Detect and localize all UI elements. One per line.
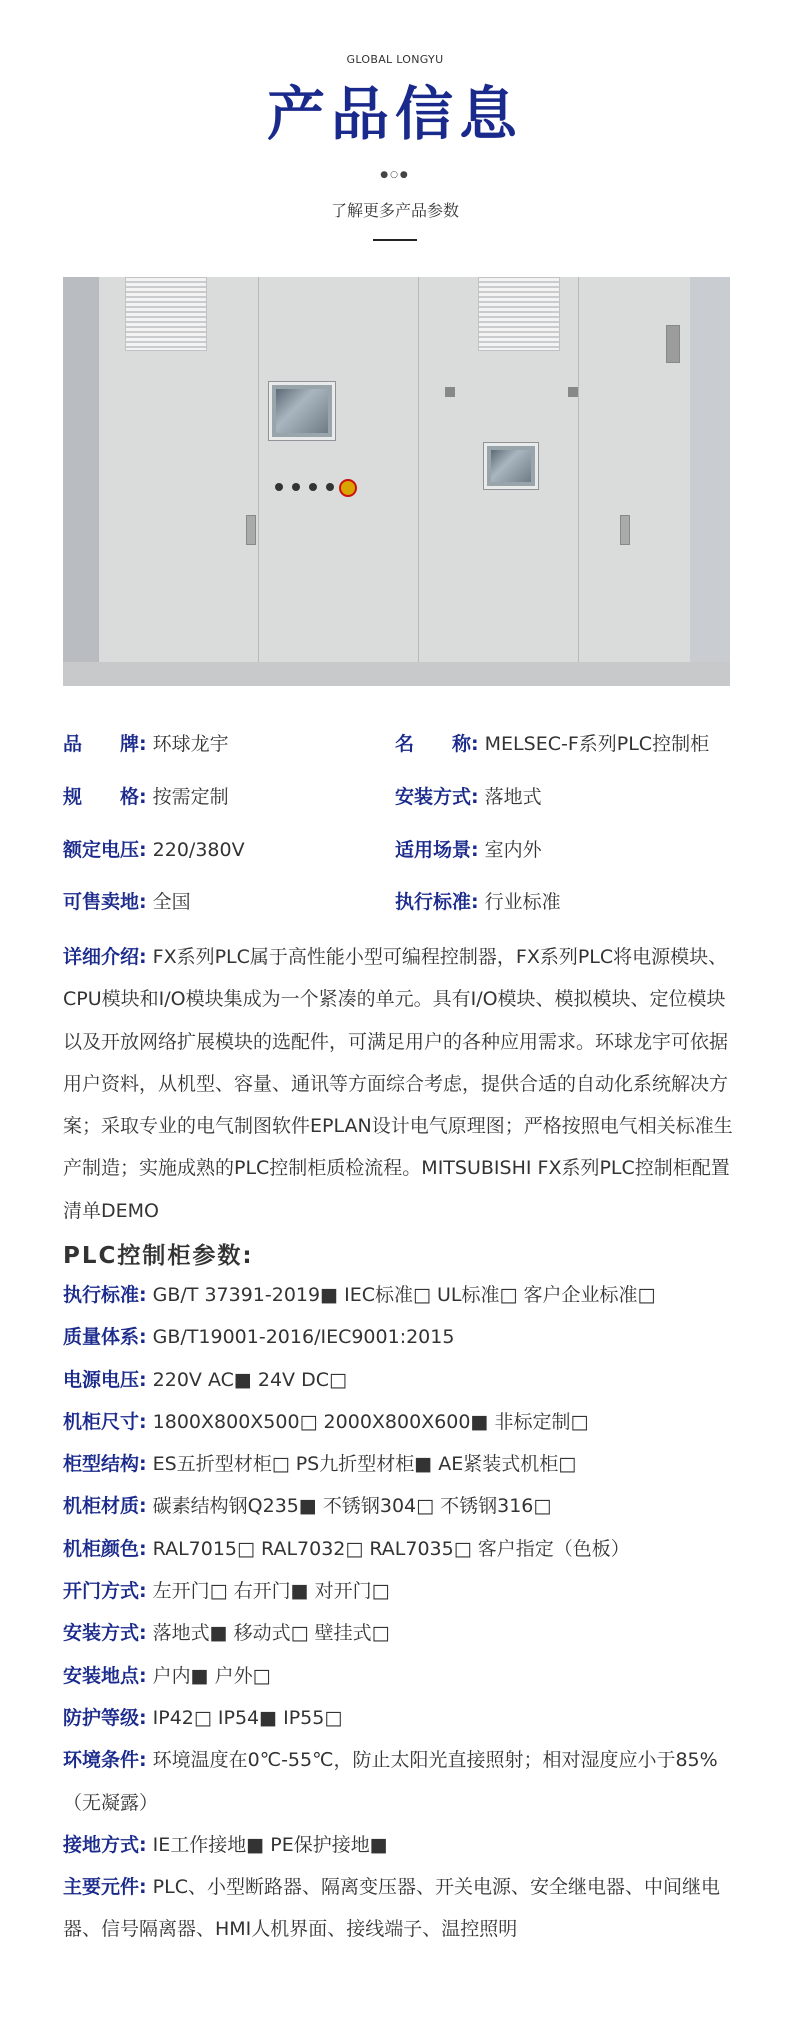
detail-label: 详细介绍: — [63, 946, 147, 968]
info-value: 环球龙宇 — [152, 733, 229, 755]
param-value: 落地式■ 移动式□ 壁挂式□ — [146, 1622, 390, 1645]
info-brand — [63, 731, 229, 757]
param-value: 左开门□ 右开门■ 对开门□ — [146, 1580, 390, 1603]
param-label: 质量体系: — [63, 1326, 147, 1349]
param-label: 环境条件: — [63, 1749, 147, 1772]
detail-intro — [63, 936, 733, 1232]
param-label: 主要元件: — [63, 1876, 147, 1899]
cabinet-panel-2 — [258, 277, 419, 686]
param-label: 安装地点: — [63, 1664, 147, 1687]
param-label: 执行标准: — [63, 1284, 147, 1306]
photo-background-right — [690, 277, 730, 686]
param-value: RAL7015□ RAL7032□ RAL7035□ 客户指定（色板） — [146, 1537, 630, 1560]
info-label: 名 称: — [395, 733, 479, 755]
info-scene — [395, 837, 542, 863]
vent-grille — [478, 277, 560, 351]
product-photo — [63, 277, 730, 686]
decorative-dots-icon: ●○● — [380, 170, 410, 180]
info-label: 规 格: — [63, 786, 147, 808]
info-standard — [395, 889, 561, 915]
vent-grille — [125, 277, 207, 351]
info-name — [395, 731, 709, 757]
param-label: 防护等级: — [63, 1706, 147, 1729]
info-label: 安装方式: — [395, 786, 479, 808]
param-row — [63, 1316, 731, 1358]
page-title: 产品信息 — [266, 80, 523, 148]
param-row — [63, 1443, 731, 1485]
info-spec — [63, 784, 229, 810]
param-label: 机柜尺寸: — [63, 1410, 147, 1433]
param-value: 1800X800X500□ 2000X800X600■ 非标定制□ — [146, 1410, 589, 1433]
param-row — [63, 1824, 731, 1866]
panel-switch — [445, 387, 455, 397]
params-heading: PLC控制柜参数: — [63, 1243, 254, 1269]
info-value: 按需定制 — [152, 786, 229, 808]
indicator-light — [292, 483, 300, 491]
param-label: 机柜材质: — [63, 1495, 147, 1518]
info-value: 室内外 — [484, 839, 542, 861]
param-row — [63, 1612, 731, 1654]
panel-switch — [568, 387, 578, 397]
indicator-light — [275, 483, 283, 491]
param-label: 开门方式: — [63, 1580, 147, 1603]
param-row — [63, 1739, 731, 1824]
indicator-light — [309, 483, 317, 491]
hmi-screen — [484, 443, 538, 489]
param-value: 220V AC■ 24V DC□ — [146, 1368, 347, 1391]
param-row — [63, 1570, 731, 1612]
info-value: 全国 — [152, 891, 191, 913]
param-label: 电源电压: — [63, 1368, 147, 1391]
param-row — [63, 1485, 731, 1527]
param-row — [63, 1655, 731, 1697]
param-value: IP42□ IP54■ IP55□ — [146, 1706, 343, 1729]
param-label: 安装方式: — [63, 1622, 147, 1645]
param-value: 户内■ 户外□ — [146, 1664, 271, 1687]
info-label: 额定电压: — [63, 839, 147, 861]
params-list — [63, 1274, 731, 1951]
param-row — [63, 1359, 731, 1401]
param-label: 机柜颜色: — [63, 1537, 147, 1560]
detail-text: FX系列PLC属于高性能小型可编程控制器，FX系列PLC将电源模块、CPU模块和I/O模块集成为一个紧凑的单元。具有I/O模块、模拟模块、定位模块以及开放网络扩展模块的选配件，可满足用户的各种应用需求。环球龙宇可依据用户资料，从机型、容量、通讯等方面综合考虑，提供合适的自动化系统解决方案；采取专业的电气制图软件EPLAN设计电气原理图；严格按照电气相关标准生产制造；实施成熟的PLC控制柜质检流程。MITSUBISHI FX系列PLC控制柜配置清单DEMO — [63, 946, 733, 1222]
emergency-stop-icon — [339, 479, 357, 497]
info-label: 品 牌: — [63, 733, 147, 755]
info-region — [63, 889, 191, 915]
param-value: ES五折型材柜□ PS九折型材柜■ AE紧装式机柜□ — [146, 1453, 577, 1476]
info-value: 220/380V — [152, 839, 245, 861]
info-value: 落地式 — [484, 786, 542, 808]
param-row — [63, 1401, 731, 1443]
indicator-light — [326, 483, 334, 491]
info-install — [395, 784, 542, 810]
info-value: 行业标准 — [484, 891, 561, 913]
param-value: PLC、小型断路器、隔离变压器、开关电源、安全继电器、中间继电器、信号隔离器、HMI人机界面、接线端子、温控照明 — [63, 1876, 720, 1941]
param-label: 柜型结构: — [63, 1453, 147, 1476]
door-handle — [246, 515, 256, 545]
info-label: 适用场景: — [395, 839, 479, 861]
param-row — [63, 1528, 731, 1570]
param-value: 环境温度在0℃-55℃，防止太阳光直接照射；相对湿度应小于85%（无凝露） — [63, 1749, 718, 1814]
info-value: MELSEC-F系列PLC控制柜 — [484, 733, 710, 755]
main-switch-handle — [666, 325, 680, 363]
param-row — [63, 1866, 731, 1951]
info-label: 执行标准: — [395, 891, 479, 913]
info-voltage — [63, 837, 245, 863]
title-divider — [373, 239, 417, 241]
param-row — [63, 1697, 731, 1739]
param-value: IE工作接地■ PE保护接地■ — [146, 1833, 388, 1856]
param-value: 碳素结构钢Q235■ 不锈钢304□ 不锈钢316□ — [146, 1495, 552, 1518]
hmi-screen — [269, 382, 335, 440]
photo-background-left — [63, 277, 98, 686]
brand-english-name: GLOBAL LONGYU — [346, 53, 444, 66]
param-row — [63, 1274, 731, 1316]
param-value: GB/T 37391-2019■ IEC标准□ UL标准□ 客户企业标准□ — [146, 1284, 656, 1306]
param-label: 接地方式: — [63, 1833, 147, 1856]
info-label: 可售卖地: — [63, 891, 147, 913]
param-value: GB/T19001-2016/IEC9001:2015 — [146, 1326, 455, 1349]
page-subtitle: 了解更多产品参数 — [330, 201, 459, 220]
door-handle — [620, 515, 630, 545]
floor — [63, 662, 730, 686]
